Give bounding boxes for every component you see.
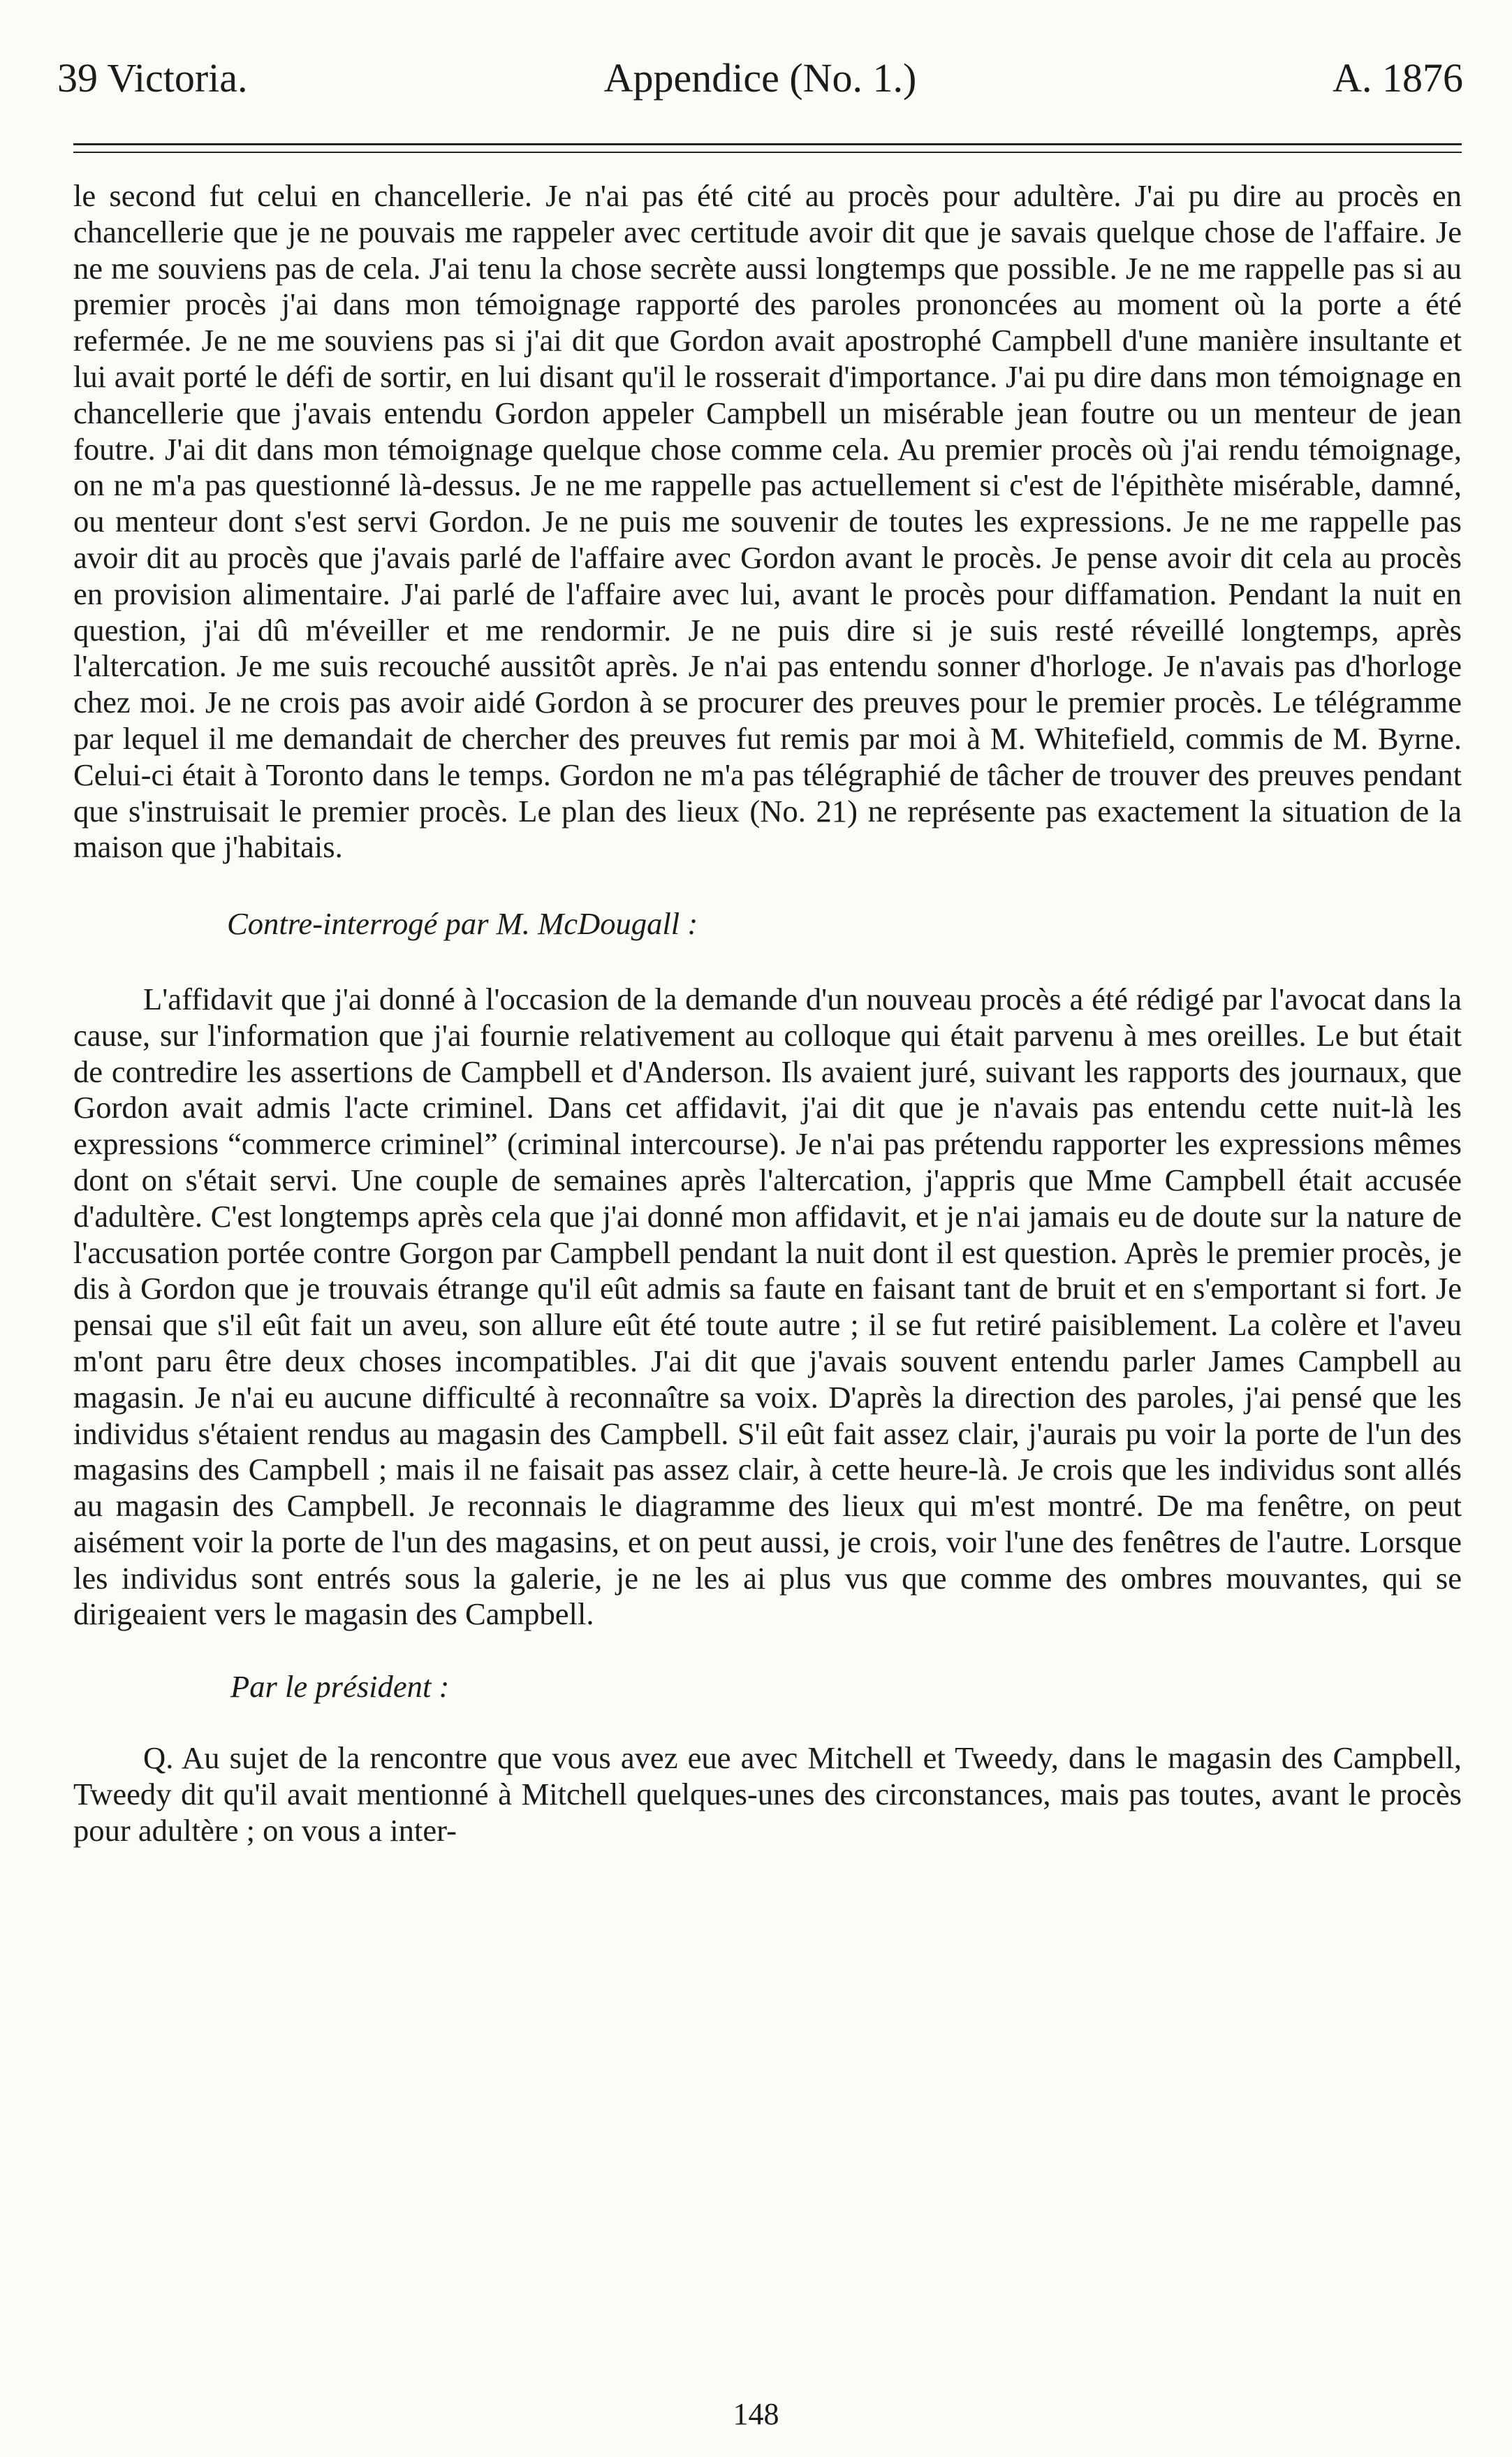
header-double-rule <box>73 143 1462 153</box>
header-year: A. 1876 <box>1333 55 1463 101</box>
section-heading-president: Par le président : <box>230 1669 450 1705</box>
document-body <box>73 178 1462 1849</box>
header-session: 39 Victoria. <box>57 55 248 101</box>
page-number: 148 <box>733 2397 779 2431</box>
section-heading-cross-examination: Contre-interrogé par M. McDougall : <box>227 906 698 942</box>
running-header <box>57 54 1463 103</box>
paragraph-testimony-continued: le second fut celui en chancellerie. Je n'ai pas été cité au procès pour adultère. J'ai pu dire au procès en chancellerie que je ne pouvais me rappeler avec certitude avoir dit que je savais quelque chose de l'affaire. Je ne me souviens pas de cela. J'ai tenu la chose secrète aussi longtemps que possible. Je ne me rappelle pas si au premier procès j'ai dans mon témoignage rapporté des paroles prononcées au moment où la porte a été refermée. Je ne me souviens pas si j'ai dit que Gordon avait apostrophé Campbell d'une manière insultante et lui avait porté le défi de sortir, en lui disant qu'il le rosserait d'importance. J'ai pu dire dans mon témoignage en chancellerie que j'avais entendu Gordon appeler Campbell un misérable jean foutre ou un menteur de jean foutre. J'ai dit dans mon témoignage quelque chose comme cela. Au premier procès où j'ai rendu témoignage, on ne m'a pas questionné là-dessus. Je ne me rappelle pas actuellement si c'est de l'épithète misérable, damné, ou menteur dont s'est servi Gordon. Je ne puis me souvenir de toutes les expressions. Je ne me rappelle pas avoir dit au procès que j'avais parlé de l'affaire avec Gordon avant le procès. Je pense avoir dit cela au procès en provision alimentaire. J'ai parlé de l'affaire avec lui, avant le procès pour diffamation. Pendant la nuit en question, j'ai dû m'éveiller et me rendormir. Je ne puis dire si je suis resté réveillé longtemps, après l'altercation. Je me suis recouché aussitôt après. Je n'ai pas entendu sonner d'horloge. Je n'avais pas d'horloge chez moi. Je ne crois pas avoir aidé Gordon à se procurer des preuves pour le premier procès. Le télégramme par lequel il me demandait de chercher des preuves fut remis par moi à M. Whitefield, commis de M. Byrne. Celui-ci était à Toronto dans le temps. Gordon ne m'a pas télégraphié de tâcher de trouver des preuves pendant que s'instruisait le premier procès. Le plan des lieux (No. 21) ne représente pas exactement la situation de la maison que j'habitais. <box>73 178 1462 865</box>
paragraph-question: Q. Au sujet de la rencontre que vous avez eue avec Mitchell et Tweedy, dans le magasin des Campbell, Tweedy dit qu'il avait mentionné à Mitchell quelques-unes des circonstances, mais pas toutes, avant le procès pour adultère ; on vous a inter- <box>73 1740 1462 1848</box>
header-appendix: Appendice (No. 1.) <box>603 55 917 101</box>
paragraph-affidavit: L'affidavit que j'ai donné à l'occasion de la demande d'un nouveau procès a été rédigé par l'avocat dans la cause, sur l'information que j'ai fournie relativement au colloque qui était parvenu à mes oreilles. Le but était de contredire les assertions de Campbell et d'Anderson. Ils avaient juré, suivant les rapports des journaux, que Gordon avait admis l'acte criminel. Dans cet affidavit, j'ai dit que je n'avais pas entendu cette nuit-là les expressions “commerce criminel” (criminal intercourse). Je n'ai pas prétendu rapporter les expressions mêmes dont on s'était servi. Une couple de semaines après l'altercation, j'appris que Mme Campbell était accusée d'adultère. C'est longtemps après cela que j'ai donné mon affidavit, et je n'ai jamais eu de doute sur la nature de l'accusation portée contre Gorgon par Campbell pendant la nuit dont il est question. Après le premier procès, je dis à Gordon que je trouvais étrange qu'il eût admis sa faute en faisant tant de bruit et en s'emportant si fort. Je pensai que s'il eût fait un aveu, son allure eût été toute autre ; il se fut retiré paisiblement. La colère et l'aveu m'ont paru être deux choses incompatibles. J'ai dit que j'avais souvent entendu parler James Campbell au magasin. Je n'ai eu aucune difficulté à reconnaître sa voix. D'après la direction des paroles, j'ai pensé que les individus s'étaient rendus au magasin des Campbell. S'il eût fait assez clair, j'aurais pu voir la porte de l'un des magasins des Campbell ; mais il ne faisait pas assez clair, à cette heure-là. Je crois que les individus sont allés au magasin des Campbell. Je reconnais le diagramme des lieux qui m'est montré. De ma fenêtre, on peut aisément voir la porte de l'un des magasins, et on peut aussi, je crois, voir l'une des fenêtres de l'autre. Lorsque les individus sont entrés sous la galerie, je ne les ai plus vus que comme des ombres mouvantes, qui se dirigeaient vers le magasin des Campbell. <box>73 981 1462 1632</box>
